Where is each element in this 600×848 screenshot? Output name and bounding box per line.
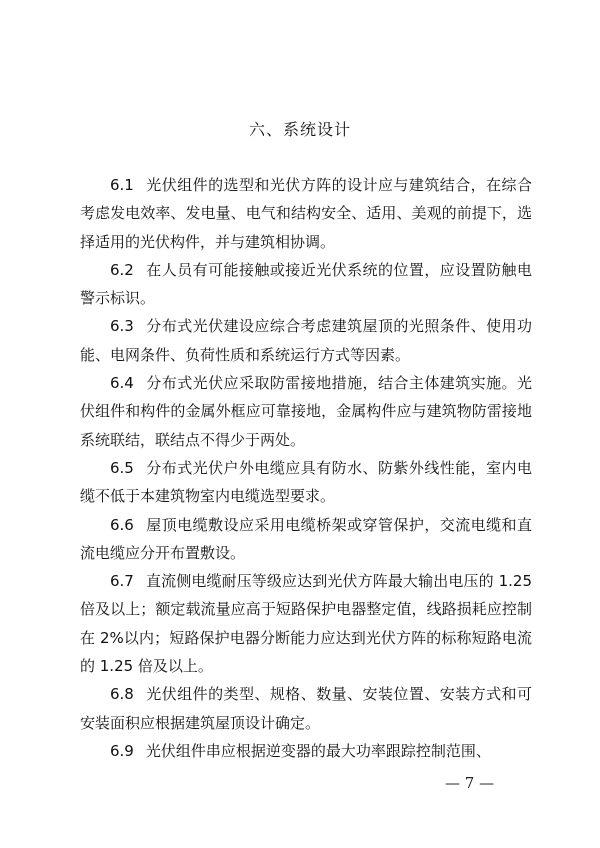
- clause-number: 6.9: [110, 741, 134, 760]
- clause-number: 6.5: [110, 458, 134, 477]
- paragraph-6-7: [80, 567, 532, 680]
- clause-number: 6.1: [110, 176, 134, 194]
- clause-text: 光伏组件的类型、规格、数量、安装位置、安装方式和可安装面积应根据建筑屋顶设计确定。: [80, 685, 532, 732]
- clause-text: 分布式光伏应采取防雷接地措施，结合主体建筑实施。光伏组件和构件的金属外框应可靠接地，金属构件应与建筑物防雷接地系统联结，联结点不得少于两处。: [80, 374, 532, 449]
- clause-number: 6.8: [110, 685, 134, 704]
- paragraph-6-1: [80, 171, 532, 256]
- clause-number: 6.2: [110, 260, 134, 279]
- paragraph-6-4: [80, 369, 532, 454]
- paragraph-6-5: [80, 454, 532, 511]
- paragraph-6-3: [80, 312, 532, 369]
- clause-number: 6.3: [110, 317, 134, 336]
- clause-number: 6.6: [110, 515, 134, 534]
- paragraph-6-2: [80, 256, 532, 313]
- clause-text: 直流侧电缆耐压等级应达到光伏方阵最大输出电压的 1.25 倍及以上；额定载流量应高于短路保护电器整定值，线路损耗应控制在 2%以内；短路保护电器分断能力应达到光伏方阵的标称短路电流的 1.25 倍及以上。: [80, 572, 532, 676]
- clause-number: 6.7: [110, 572, 134, 591]
- section-heading: 六、系统设计: [248, 120, 351, 139]
- section-body: [80, 171, 532, 765]
- paragraph-6-6: [80, 511, 532, 568]
- clause-text: 分布式光伏户外电缆应具有防水、防紫外线性能，室内电缆不低于本建筑物室内电缆选型要求。: [80, 458, 532, 506]
- clause-number: 6.4: [110, 374, 134, 393]
- page-number: — 7 —: [445, 774, 495, 792]
- clause-text: 分布式光伏建设应综合考虑建筑屋顶的光照条件、使用功能、电网条件、负荷性质和系统运行方式等因素。: [80, 317, 532, 364]
- paragraph-6-8: [80, 680, 532, 737]
- clause-text: 在人员有可能接触或接近光伏系统的位置，应设置防触电警示标识。: [80, 260, 532, 308]
- clause-text: 屋顶电缆敷设应采用电缆桥架或穿管保护，交流电缆和直流电缆应分开布置敷设。: [80, 515, 532, 562]
- clause-text: 光伏组件串应根据逆变器的最大功率跟踪控制范围、: [145, 741, 491, 760]
- paragraph-6-9: [80, 737, 532, 765]
- clause-text: 光伏组件的选型和光伏方阵的设计应与建筑结合，在综合考虑发电效率、发电量、电气和结构安全、适用、美观的前提下，选择适用的光伏构件，并与建筑相协调。: [80, 176, 532, 251]
